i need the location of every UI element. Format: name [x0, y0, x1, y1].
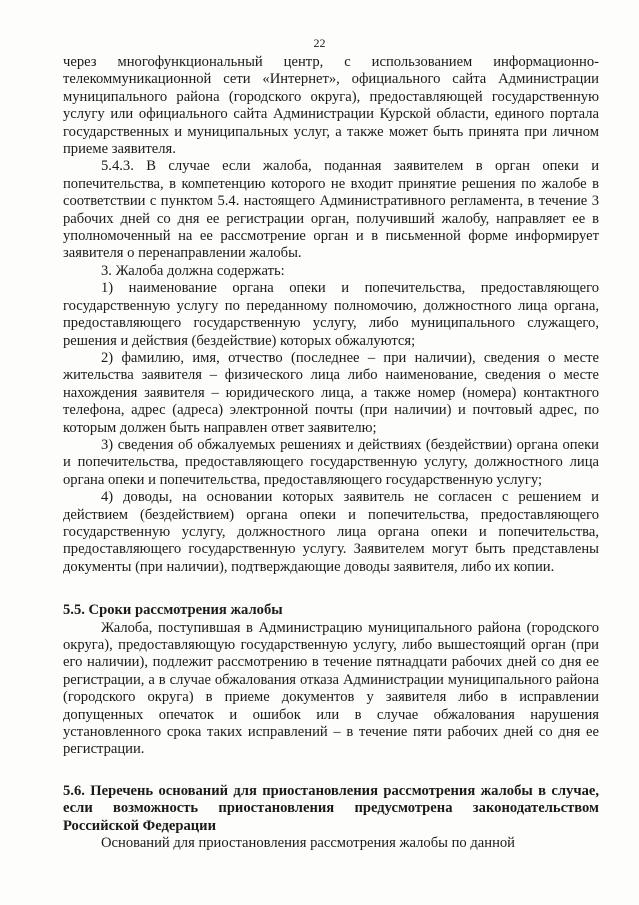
list-item-2: 2) фамилию, имя, отчество (последнее – при наличии), сведения о месте жительства заявителя – физического лица либо наименование, сведения о месте нахождения заявителя – юридического лица, а также номер (номера) контактного телефона, адрес (адреса) электронной почты (при наличии) и почтовый адрес, по которым должен быть направлен ответ заявителю; — [63, 349, 599, 436]
section-heading-5-5: 5.5. Сроки рассмотрения жалобы — [63, 602, 283, 619]
paragraph-complaint-content: 3. Жалоба должна содержать: — [101, 262, 285, 279]
page-number: 22 — [313, 36, 326, 50]
list-item-1: 1) наименование органа опеки и попечительства, предоставляющего государственную услугу по переданному полномочию, должностного лица органа, предоставляющего государственную услугу, либо муниципального служащего, решения и действия (бездействие) которых обжалуются; — [63, 280, 599, 349]
list-item-3: 3) сведения об обжалуемых решениях и действиях (бездействии) органа опеки и попечительства, предоставляющего государственную услугу, должностного лица органа опеки и попечительства, предоставляющего государственную услугу; — [63, 436, 599, 488]
list-item-4: 4) доводы, на основании которых заявитель не согласен с решением и действием (бездействием) органа опеки и попечительства, предоставляющего государственную услугу, должностного лица органа опеки и попечительства, предоставляющего государственную услугу. Заявителем могут быть представлены документы (при наличии), подтверждающие доводы заявителя, либо их копии. — [63, 489, 599, 575]
paragraph-5-4-3: 5.4.3. В случае если жалоба, поданная заявителем в орган опеки и попечительства, в компетенцию которого не входит принятие решения по жалобе в соответствии с пунктом 5.4. настоящего Административного регламента, в течение 3 рабочих дней со дня ее регистрации орган, получивший жалобу, направляет ее в уполномоченный на ее рассмотрение орган и в письменной форме информирует заявителя о перенаправлении жалобы. — [63, 158, 599, 262]
paragraph-continuation: через многофункциональный центр, с использованием информационно-телекоммуникационной сети «Интернет», официального сайта Администрации муниципального района (городского округа), предоставляющей государственную услугу или официального сайта Администрации Курской области, единого портала государственных и муниципальных услуг, а также может быть принята при личном приеме заявителя. — [63, 54, 599, 158]
section-text-5-5: Жалоба, поступившая в Администрацию муниципального района (городского округа), предоставляющую государственную услугу, либо вышестоящий орган (при его наличии), подлежит рассмотрению в течение пятнадцати рабочих дней со дня ее регистрации, а в случае обжалования отказа Администрации муниципального района (городского округа) в приеме документов у заявителя либо в исправлении допущенных опечаток и ошибок или в случае обжалования нарушения установленного срока таких исправлений – в течение пяти рабочих дней со дня ее регистрации. — [63, 619, 599, 758]
section-heading-5-6: 5.6. Перечень оснований для приостановления рассмотрения жалобы в случае, если возможность приостановления предусмотрена законодательством Российской Федерации — [63, 782, 599, 834]
document-body — [63, 54, 599, 852]
section-text-5-6: Оснований для приостановления рассмотрения жалобы по данной — [101, 835, 515, 852]
